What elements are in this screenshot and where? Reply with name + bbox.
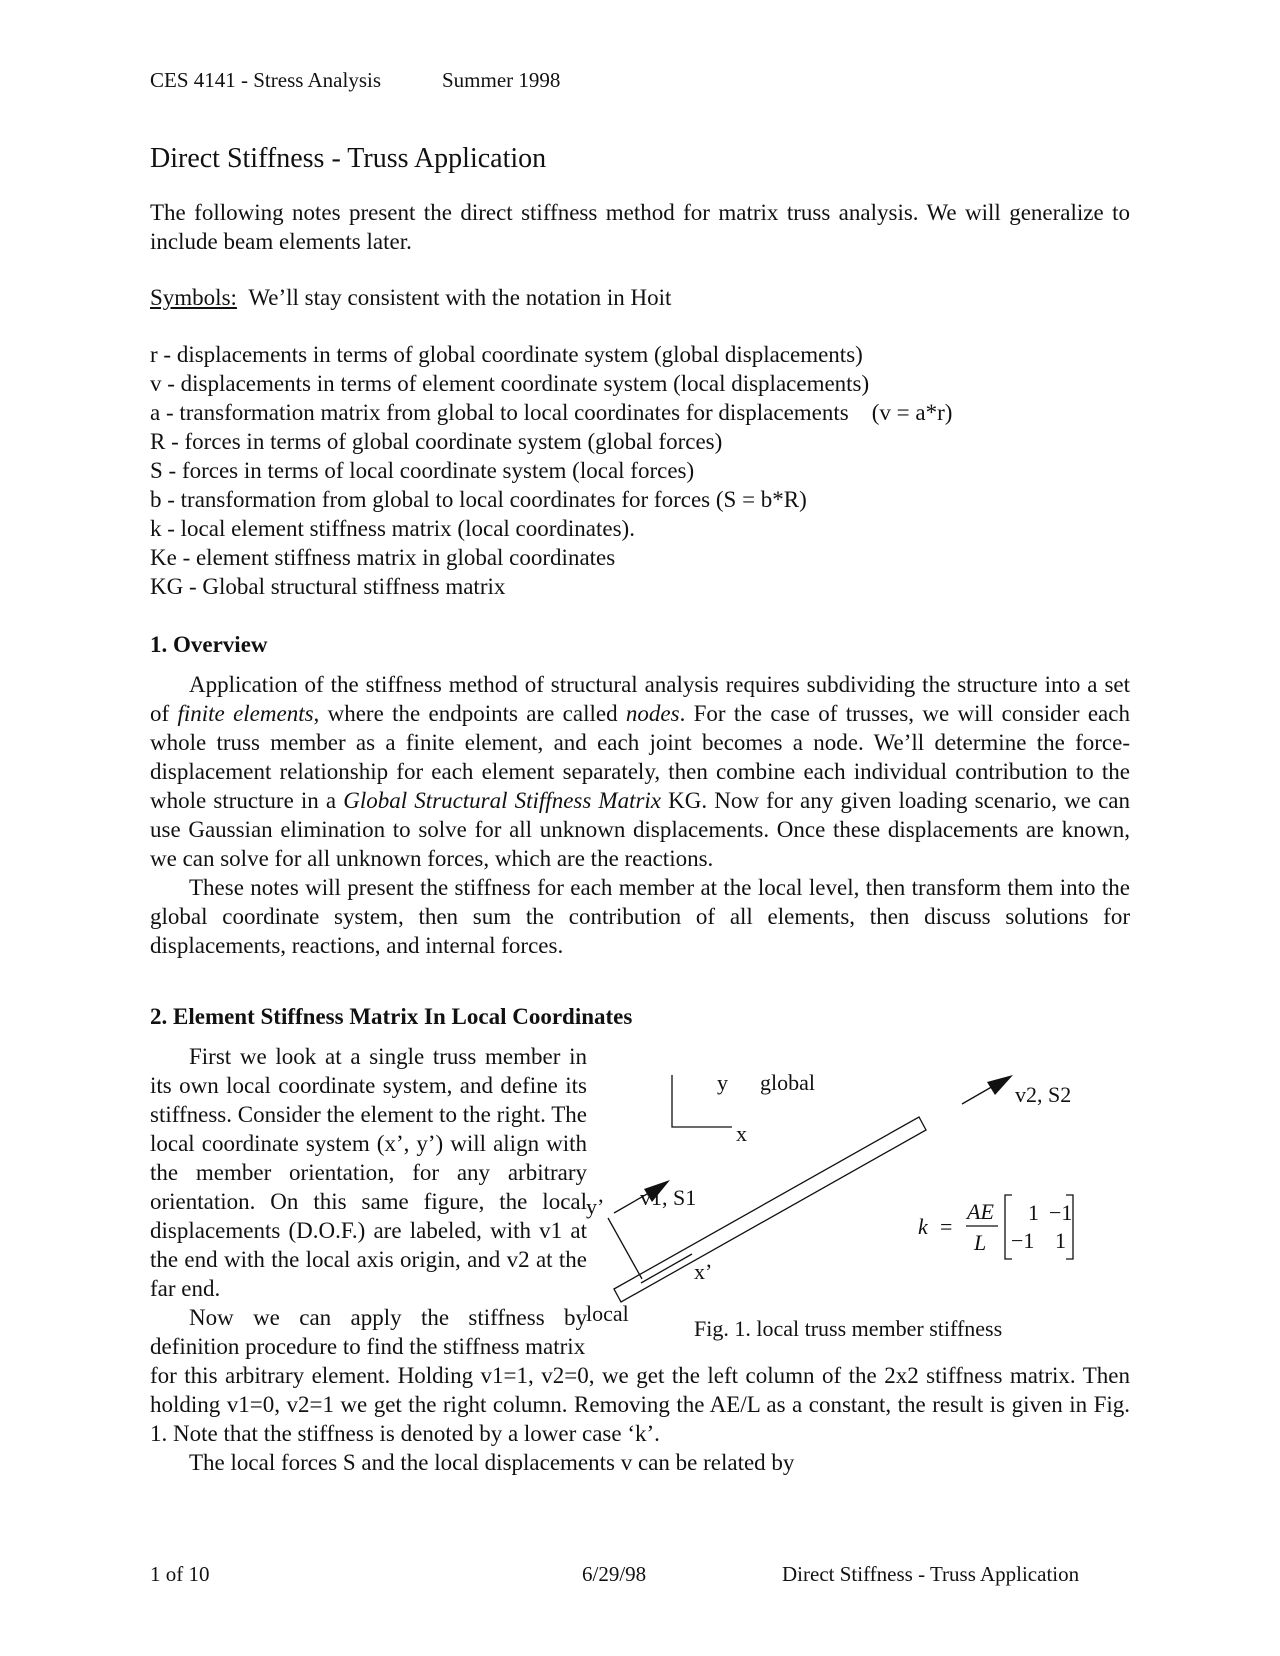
symbol-r: r - displacements in terms of global coordinate system (global displacements) xyxy=(150,342,863,367)
local-y-label: y’ xyxy=(586,1194,605,1219)
symbol-v: v - displacements in terms of element coordinate system (local displacements) xyxy=(150,371,870,396)
section2-body xyxy=(150,1361,1130,1477)
matrix-cell-12: −1 xyxy=(1049,1200,1073,1225)
v2-arrow-line xyxy=(962,1085,995,1104)
matrix-cell-22: 1 xyxy=(1055,1228,1066,1253)
overview-text-c: . For the case of trusses, we will consider each whole truss member as a finite element, and each joint becomes a node. We’ll determine the force-displacement relationship for each element separately, then combine each individual contribution to the whole structure in a xyxy=(150,701,1130,813)
fraction-numerator: AE xyxy=(967,1199,994,1224)
intro-text: The following notes present the direct stiffness method for matrix truss analysis. We will generalize to include beam elements later. xyxy=(150,200,1130,254)
symbols-intro xyxy=(150,283,1130,312)
overview-text-a: Application of the stiffness method of structural analysis requires subdividing the structure into a set of xyxy=(150,672,1130,726)
header-course: CES 4141 - Stress Analysis xyxy=(150,68,382,92)
overview-text-b: , where the endpoints are called xyxy=(313,701,626,726)
section2-paragraph-2-start: Now we can apply the stiffness by definition procedure to find the stiffness matrix xyxy=(150,1305,587,1359)
footer-date: 6/29/98 xyxy=(582,1562,647,1586)
v2-arrowhead xyxy=(987,1075,1013,1095)
local-y-axis xyxy=(608,1218,642,1279)
matrix-cell-21: −1 xyxy=(1011,1228,1035,1253)
symbols-label: Symbols: xyxy=(150,285,237,310)
overview-body xyxy=(150,670,1130,960)
figure-caption: Fig. 1. local truss member stiffness xyxy=(694,1316,1003,1341)
overview-em-global-matrix: Global Structural Stiffness Matrix xyxy=(343,788,662,813)
symbol-KG: KG - Global structural stiffness matrix xyxy=(150,574,506,599)
global-x-label: x xyxy=(736,1121,747,1146)
section2-paragraph-3: The local forces S and the local displacements v can be related by xyxy=(189,1450,795,1475)
footer-doc-title: Direct Stiffness - Truss Application xyxy=(782,1562,1080,1586)
symbol-b: b - transformation from global to local coordinates for forces (S = b*R) xyxy=(150,487,807,512)
section2-column xyxy=(150,1042,587,1361)
local-x-label: x’ xyxy=(694,1259,713,1284)
overview-heading: 1. Overview xyxy=(150,632,268,657)
section2-paragraph-2-rest: for this arbitrary element. Holding v1=1, v2=0, we get the left column of the 2x2 stiffness matrix. Then holding v1=0, v2=1 we get the right column. Removing the AE/L as a constant, the result is given in Fig. 1. Note that the stiffness is denoted by a lower case ‘k’. xyxy=(150,1363,1130,1446)
overview-paragraph-1 xyxy=(150,670,1130,873)
symbol-k: k - local element stiffness matrix (local coordinates). xyxy=(150,516,635,541)
k-symbol: k xyxy=(918,1214,928,1239)
symbol-S: S - forces in terms of local coordinate system (local forces) xyxy=(150,458,695,483)
section2-heading: 2. Element Stiffness Matrix In Local Coordinates xyxy=(150,1004,633,1029)
symbols-list xyxy=(150,340,1150,601)
global-y-label: y xyxy=(717,1070,728,1095)
overview-text-d: KG. Now for any given loading scenario, we can use Gaussian elimination to solve for all unknown displacements. Once these displacements are known, we can solve for all unknown forces, which are the reactions. xyxy=(150,788,1130,871)
global-label: global xyxy=(760,1070,815,1095)
section2-paragraph-1: First we look at a single truss member in its own local coordinate system, and define its stiffness. Consider the element to the right. The local coordinate system (x’, y’) will align with the member orientation, for any arbitrary orientation. On this same figure, the local displacements (D.O.F.) are labeled, with v1 at the end with the local axis origin, and v2 at the far end. xyxy=(150,1044,587,1301)
v1-label: v1, S1 xyxy=(640,1185,697,1210)
v2-label: v2, S2 xyxy=(1015,1082,1072,1107)
page-title: Direct Stiffness - Truss Application xyxy=(150,143,547,174)
matrix-cell-11: 1 xyxy=(1028,1200,1039,1225)
overview-em-nodes: nodes xyxy=(625,701,680,726)
symbol-a: a - transformation matrix from global to local coordinates for displacements (v = a*r) xyxy=(150,400,953,425)
symbol-Ke: Ke - element stiffness matrix in global coordinates xyxy=(150,545,616,570)
footer-page-number: 1 of 10 xyxy=(150,1562,210,1586)
overview-em-finite-elements: finite elements xyxy=(177,701,314,726)
header-term: Summer 1998 xyxy=(442,68,561,92)
equals-sign: = xyxy=(940,1214,953,1239)
intro-paragraph xyxy=(150,198,1130,256)
overview-paragraph-2: These notes will present the stiffness for each member at the local level, then transform them into the global coordinate system, then sum the contribution of all elements, then discuss solutions for displacements, reactions, and internal forces. xyxy=(150,875,1130,958)
fraction-denominator: L xyxy=(974,1230,987,1255)
local-x-axis xyxy=(641,1254,692,1283)
symbols-note: We’ll stay consistent with the notation in Hoit xyxy=(248,285,672,310)
symbol-R: R - forces in terms of global coordinate system (global forces) xyxy=(150,429,723,454)
figure-truss-member xyxy=(586,1050,1120,1350)
local-label: local xyxy=(586,1301,629,1326)
